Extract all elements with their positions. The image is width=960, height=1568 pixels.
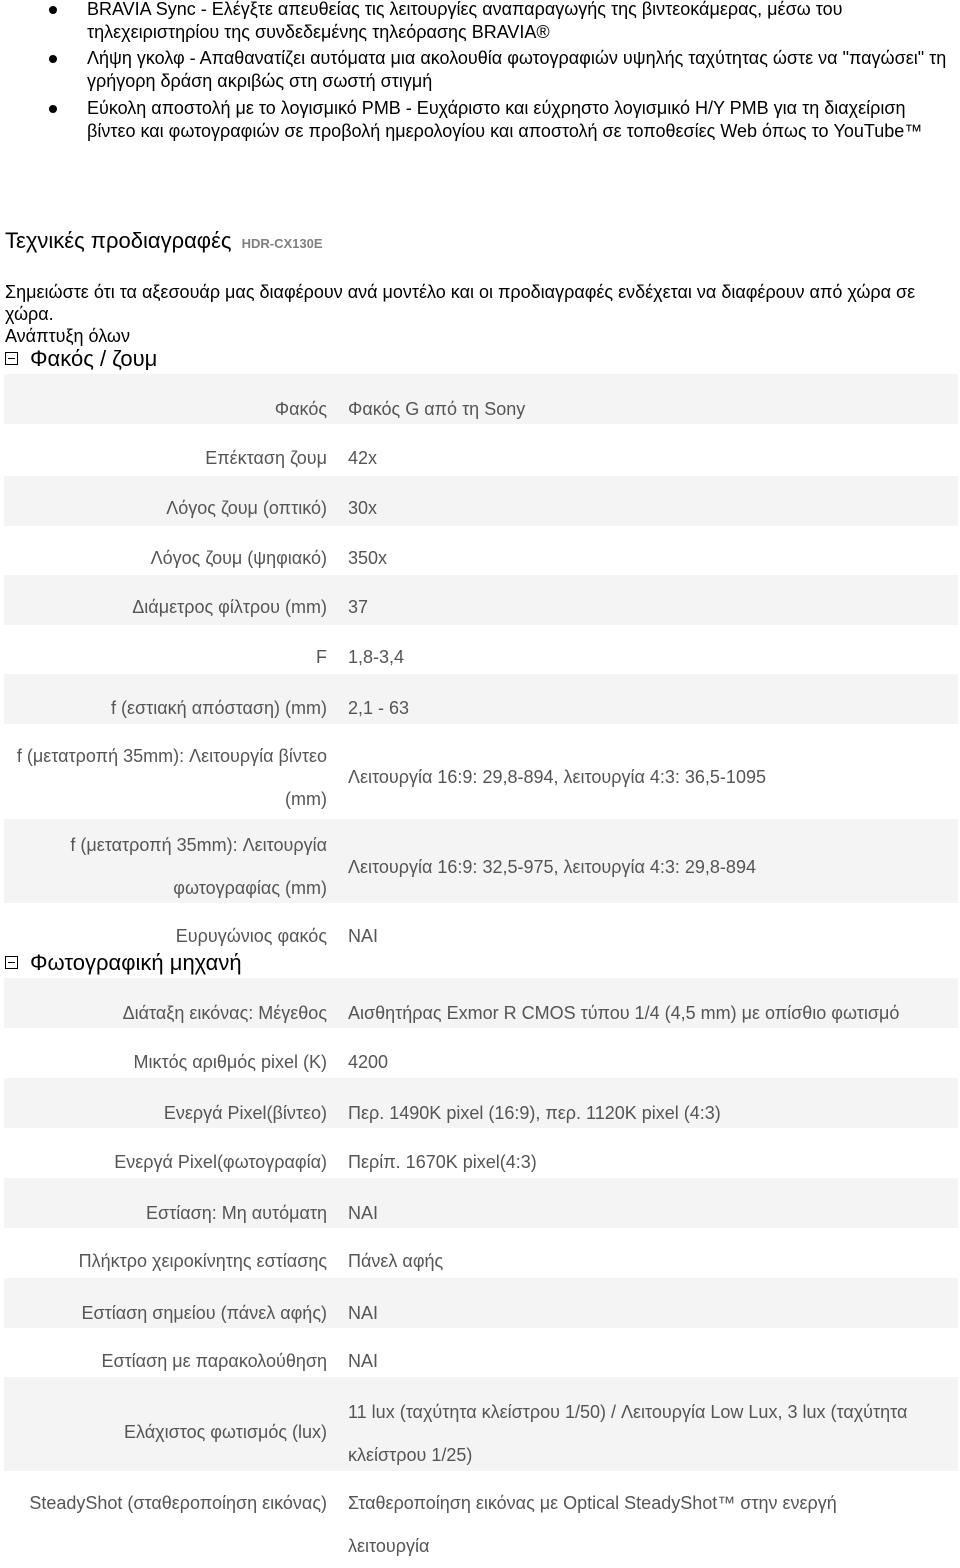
spec-label: f (εστιακή απόσταση) (mm) xyxy=(111,698,327,718)
spec-row xyxy=(4,476,958,526)
bullet-icon xyxy=(49,55,57,63)
spec-label: F xyxy=(316,647,327,667)
model-name: HDR-CX130E xyxy=(241,236,323,251)
spec-value: ΝΑΙ xyxy=(348,1351,379,1371)
spec-value: Σταθεροποίηση εικόνας με Optical SteadyShot™ στην ενεργή λειτουργία xyxy=(348,1493,837,1556)
spec-row xyxy=(4,978,958,1028)
spec-value: 1,8-3,4 xyxy=(348,647,405,667)
feature-item xyxy=(87,97,947,143)
spec-value: ΝΑΙ xyxy=(348,1203,379,1223)
bullet-icon xyxy=(49,6,57,14)
spec-row xyxy=(4,575,958,625)
spec-label: Λόγος ζουμ (ψηφιακό) xyxy=(150,548,327,568)
spec-value: 37 xyxy=(348,597,369,617)
feature-item xyxy=(87,0,947,44)
specs-title xyxy=(5,228,323,254)
spec-value: Λειτουργία 16:9: 29,8-894, λειτουργία 4:3: 36,5-1095 xyxy=(348,767,766,787)
spec-value: 2,1 - 63 xyxy=(348,698,410,718)
spec-label: Ελάχιστος φωτισμός (lux) xyxy=(124,1422,327,1442)
spec-row xyxy=(4,1178,958,1228)
spec-row xyxy=(4,1482,958,1563)
spec-row xyxy=(4,1278,958,1328)
spec-label: Διάταξη εικόνας: Μέγεθος xyxy=(122,1003,327,1023)
section-camera-header[interactable] xyxy=(5,950,242,976)
spec-value: 42x xyxy=(348,448,378,468)
section-lens-zoom-header[interactable] xyxy=(5,346,157,372)
spec-label: Ενεργά Pixel(βίντεο) xyxy=(163,1103,327,1123)
section-title: Φωτογραφική μηχανή xyxy=(30,950,242,975)
spec-row xyxy=(4,374,958,424)
spec-value: ΝΑΙ xyxy=(348,926,379,946)
spec-label: Εστίαση με παρακολούθηση xyxy=(101,1351,327,1371)
feature-text: Λήψη γκολφ - Απαθανατίζει αυτόματα μια ακολουθία φωτογραφιών υψηλής ταχύτητας ώστε να "παγώσει" τη γρήγορη δράση ακριβώς στη σωστή στιγμή xyxy=(87,48,947,91)
specs-title-text: Τεχνικές προδιαγραφές xyxy=(5,228,232,253)
spec-value: Πάνελ αφής xyxy=(348,1251,444,1271)
bullet-icon xyxy=(49,105,57,113)
spec-label: Εστίαση: Μη αυτόματη xyxy=(145,1203,327,1223)
spec-label: Επέκταση ζουμ xyxy=(205,448,327,468)
spec-row xyxy=(4,735,958,821)
spec-value: Φακός G από τη Sony xyxy=(348,399,526,419)
spec-label: f (μετατροπή 35mm): Λειτουργία φωτογραφίας (mm) xyxy=(70,835,327,898)
feature-text: BRAVIA Sync - Ελέγξτε απευθείας τις λειτουργίες αναπαραγωγής της βιντεοκάμερας, μέσω του τηλεχειριστηρίου της συνδεδεμένης τηλεόρασης BRAVIA® xyxy=(87,0,843,42)
specs-note: Σημειώστε ότι τα αξεσουάρ μας διαφέρουν ανά μοντέλο και οι προδιαγραφές ενδέχεται να διαφέρουν από χώρα σε χώρα. xyxy=(5,282,916,324)
spec-value: 4200 xyxy=(348,1052,389,1072)
spec-value: Περ. 1490K pixel (16:9), περ. 1120K pixel (4:3) xyxy=(348,1103,721,1123)
spec-label: Ευρυγώνιος φακός xyxy=(175,926,327,946)
spec-label: SteadyShot (σταθεροποίηση εικόνας) xyxy=(29,1493,327,1513)
spec-label: Πλήκτρο χειροκίνητης εστίασης xyxy=(78,1251,327,1271)
spec-row xyxy=(4,819,958,903)
spec-value: Αισθητήρας Exmor R CMOS τύπου 1/4 (4,5 mm) με οπίσθιο φωτισμό xyxy=(348,1003,900,1023)
feature-text: Εύκολη αποστολή με το λογισμικό PMB - Ευχάριστο και εύχρηστο λογισμικό Η/Υ PMB για τη διαχείριση βίντεο και φωτογραφιών σε προβολή ημερολογίου και αποστολή σε τοποθεσίες Web όπως το YouTube™ xyxy=(87,98,923,141)
collapse-icon[interactable] xyxy=(5,956,18,969)
spec-label: Φακός xyxy=(274,399,327,419)
spec-label: Διάμετρος φίλτρου (mm) xyxy=(132,597,327,617)
feature-item xyxy=(87,47,947,93)
spec-value: 11 lux (ταχύτητα κλείστρου 1/50) / Λειτουργία Low Lux, 3 lux (ταχύτητα κλείστρου 1/25) xyxy=(348,1402,908,1465)
expand-all-link[interactable]: Ανάπτυξη όλων xyxy=(5,326,130,346)
spec-row xyxy=(4,1377,958,1471)
spec-value: Περίπ. 1670K pixel(4:3) xyxy=(348,1152,537,1172)
spec-label: f (μετατροπή 35mm): Λειτουργία βίντεο (mm) xyxy=(16,746,327,809)
spec-label: Λόγος ζουμ (οπτικό) xyxy=(166,498,327,518)
spec-value: Λειτουργία 16:9: 32,5-975, λειτουργία 4:3: 29,8-894 xyxy=(348,857,756,877)
spec-value: ΝΑΙ xyxy=(348,1303,379,1323)
spec-row xyxy=(4,674,958,724)
spec-value: 350x xyxy=(348,548,388,568)
spec-label: Ενεργά Pixel(φωτογραφία) xyxy=(114,1152,327,1172)
spec-row xyxy=(4,1078,958,1128)
spec-label: Εστίαση σημείου (πάνελ αφής) xyxy=(81,1303,327,1323)
section-title: Φακός / ζουμ xyxy=(30,346,158,371)
spec-value: 30x xyxy=(348,498,378,518)
collapse-icon[interactable] xyxy=(5,352,18,365)
spec-label: Μικτός αριθμός pixel (K) xyxy=(133,1052,327,1072)
